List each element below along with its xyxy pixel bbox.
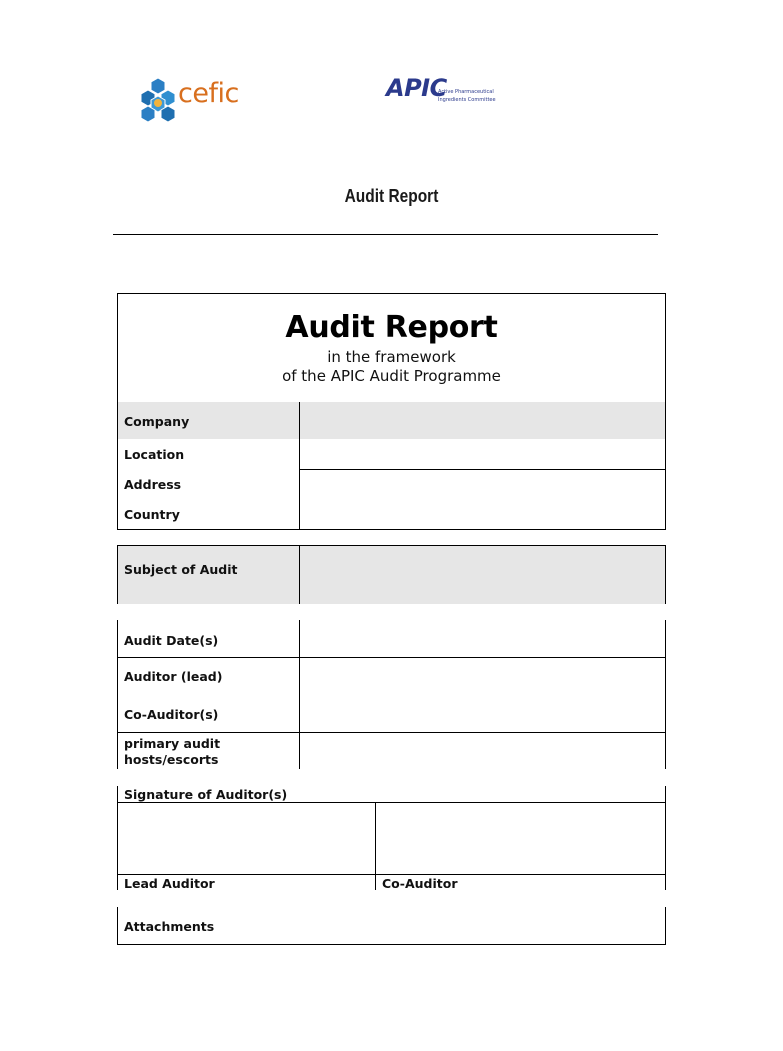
subject-label: Subject of Audit [124, 562, 238, 577]
lead-auditor-signature-label: Lead Auditor [124, 876, 215, 891]
address-field[interactable] [300, 470, 665, 529]
location-label: Location [124, 447, 185, 462]
attachments-label: Attachments [124, 919, 215, 934]
apic-subtext-line1: Active Pharmaceutical [438, 89, 494, 95]
company-label: Company [124, 414, 190, 429]
co-auditor-signature-field[interactable] [376, 803, 665, 874]
lead-auditor-signature-field[interactable] [118, 803, 375, 874]
address-label: Address [124, 477, 182, 492]
cefic-hexagon-icon [140, 76, 176, 122]
audit-date-label: Audit Date(s) [124, 633, 219, 648]
location-field[interactable] [300, 440, 665, 469]
cefic-wordmark: cefic [178, 78, 239, 109]
signature-bottom-divider [117, 874, 666, 875]
auditors-field[interactable] [300, 658, 665, 732]
co-auditor-label: Co-Auditor(s) [124, 707, 219, 722]
subject-field[interactable] [300, 546, 665, 604]
hosts-field[interactable] [300, 733, 665, 769]
apic-logo [386, 74, 506, 114]
co-auditor-signature-label: Co-Auditor [382, 876, 458, 891]
signature-title: Signature of Auditor(s) [124, 787, 288, 802]
apic-wordmark: APIC [386, 74, 447, 102]
cefic-logo [140, 76, 240, 124]
title-divider [113, 234, 658, 235]
lead-auditor-label: Auditor (lead) [124, 669, 223, 684]
cover-title: Audit Report [285, 310, 498, 345]
audit-date-field[interactable] [300, 620, 665, 657]
hosts-label-line2: hosts/escorts [124, 752, 219, 767]
page-title: Audit Report [344, 186, 439, 206]
hosts-label-line1: primary audit [124, 736, 221, 751]
apic-subtext-line2: Ingredients Committee [438, 97, 496, 103]
country-label: Country [124, 507, 180, 522]
cover-subtitle-line1: in the framework [327, 348, 456, 366]
cover-subtitle-line2: of the APIC Audit Programme [282, 367, 501, 385]
company-field[interactable] [300, 402, 665, 439]
